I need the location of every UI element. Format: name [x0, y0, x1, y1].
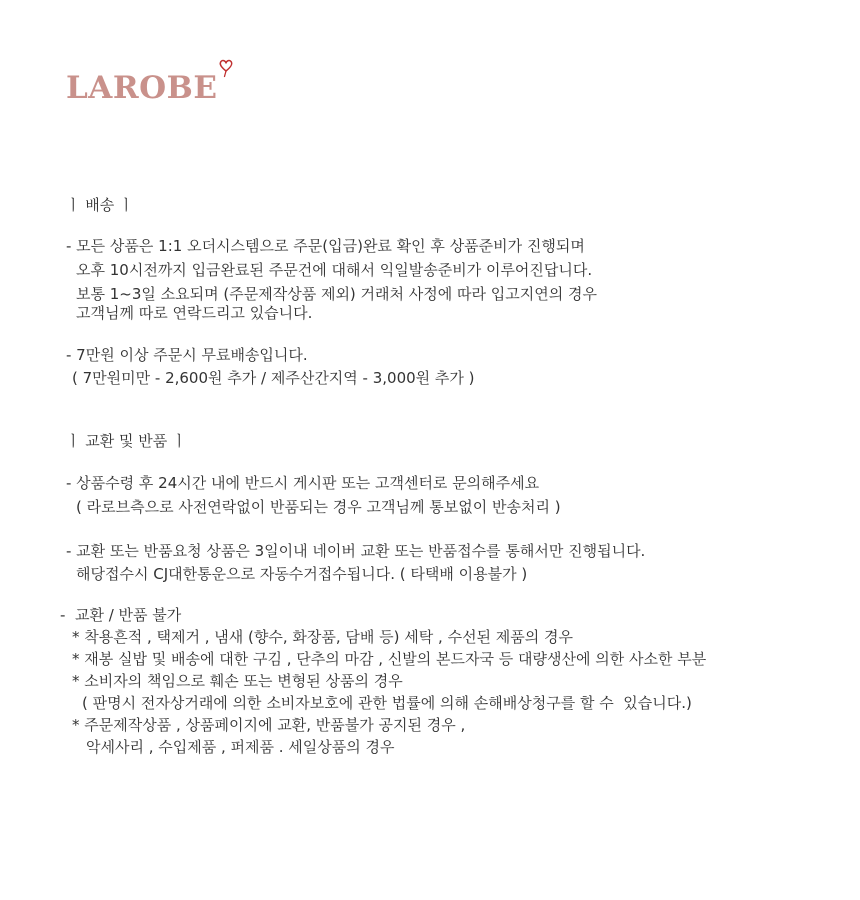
not-allowed-item: * 주문제작상품 , 상품페이지에 교환, 반품불가 공지된 경우 ,: [72, 716, 466, 734]
not-allowed-item: * 착용흔적 , 택제거 , 냄새 (향수, 화장품, 담배 등) 세탁 , 수선된 제품의 경우: [72, 628, 574, 646]
shipping-heading: ㅣ 배송 ㅣ: [66, 196, 134, 214]
not-allowed-note: ( 판명시 전자상거래에 의한 소비자보호에 관한 법률에 의해 손해배상청구를 할 수 있습니다.): [82, 694, 692, 712]
free-shipping-line: - 7만원 이상 주문시 무료배송입니다.: [66, 346, 308, 364]
logo-text: LAROBE: [66, 70, 218, 106]
not-allowed-item: 악세사리 , 수입제품 , 퍼제품 . 세일상품의 경우: [86, 738, 395, 756]
shipping-line: 오후 10시전까지 입금완료된 주문건에 대해서 익일발송준비가 이루어진답니다.: [76, 261, 593, 279]
exchange-line: 해당접수시 CJ대한통운으로 자동수거접수됩니다. ( 타택배 이용불가 ): [76, 565, 528, 583]
shipping-line: - 모든 상품은 1:1 오더시스템으로 주문(입금)완료 확인 후 상품준비가 진행되며: [66, 237, 585, 255]
not-allowed-heading: - 교환 / 반품 불가: [60, 606, 182, 624]
exchange-heading: ㅣ 교환 및 반품 ㅣ: [66, 432, 187, 450]
shipping-fee-line: ( 7만원미만 - 2,600원 추가 / 제주산간지역 - 3,000원 추가 ): [72, 369, 475, 387]
exchange-line: - 상품수령 후 24시간 내에 반드시 게시판 또는 고객센터로 문의해주세요: [66, 474, 540, 492]
brand-logo: [66, 68, 217, 108]
shipping-line: 보통 1~3일 소요되며 (주문제작상품 제외) 거래처 사정에 따라 입고지연의 경우: [76, 285, 597, 303]
exchange-line: - 교환 또는 반품요청 상품은 3일이내 네이버 교환 또는 반품접수를 통해서만 진행됩니다.: [66, 542, 646, 560]
not-allowed-item: * 재봉 실밥 및 배송에 대한 구김 , 단추의 마감 , 신발의 본드자국 등 대량생산에 의한 사소한 부분: [72, 650, 707, 668]
exchange-line: ( 라로브측으로 사전연락없이 반품되는 경우 고객님께 통보없이 반송처리 ): [76, 498, 561, 516]
not-allowed-item: * 소비자의 책임으로 훼손 또는 변형된 상품의 경우: [72, 672, 403, 690]
heart-icon: [218, 58, 234, 78]
shipping-line: 고객님께 따로 연락드리고 있습니다.: [76, 304, 313, 322]
